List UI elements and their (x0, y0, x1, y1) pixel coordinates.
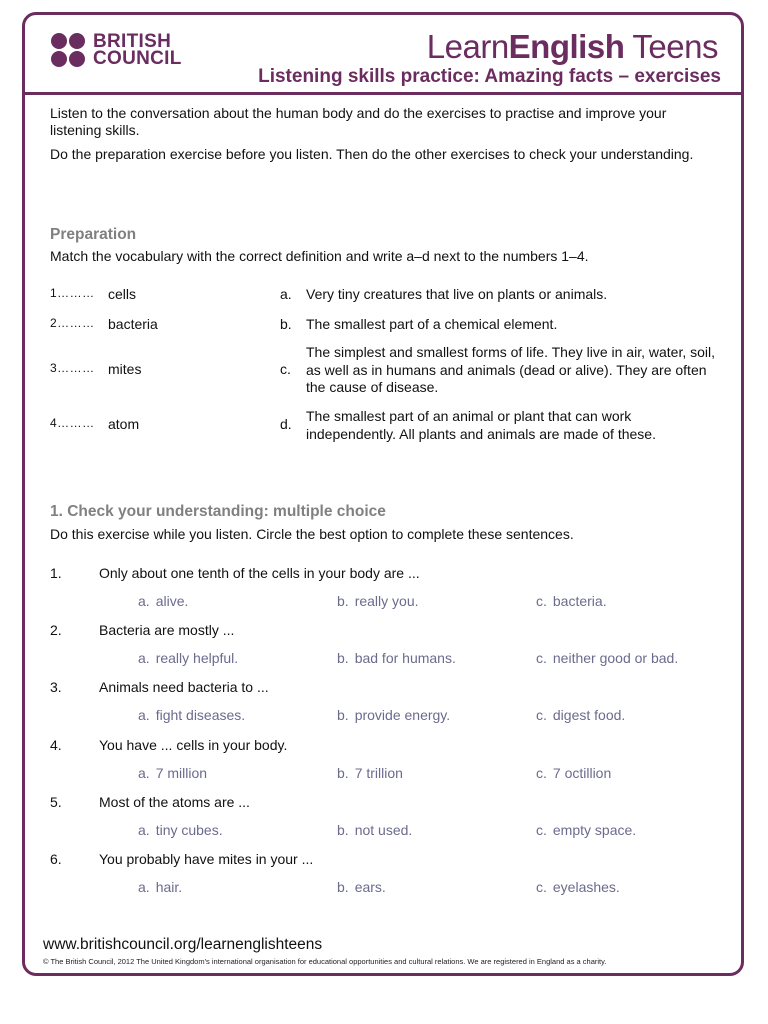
definition-text: Very tiny creatures that live on plants or animals. (306, 286, 608, 302)
vocab-word: bacteria (108, 316, 158, 332)
footer-url[interactable]: www.britishcouncil.org/learnenglishteens (43, 936, 323, 953)
vocab-number[interactable]: 3……… (50, 361, 95, 375)
vocab-word: cells (108, 286, 137, 302)
question-text: You have ... cells in your body. (99, 737, 288, 753)
intro-paragraph-2: Do the preparation exercise before you listen. Then do the other exercises to check your understanding. (50, 146, 694, 162)
option-b[interactable]: b. provide energy. (337, 707, 451, 723)
header-divider (25, 92, 741, 95)
vocab-number[interactable]: 1……… (50, 286, 95, 300)
option-b[interactable]: b. not used. (337, 822, 413, 838)
exercise-1-instruction: Do this exercise while you listen. Circle the best option to complete these sentences. (50, 526, 574, 542)
vocab-number[interactable]: 2……… (50, 316, 95, 330)
british-council-dots-icon (51, 33, 85, 67)
option-a[interactable]: a. really helpful. (138, 650, 239, 666)
option-a[interactable]: a. 7 million (138, 765, 208, 781)
option-a[interactable]: a. alive. (138, 593, 189, 609)
option-b[interactable]: b. bad for humans. (337, 650, 456, 666)
option-b[interactable]: b. ears. (337, 879, 386, 895)
question-text: Only about one tenth of the cells in your body are ... (99, 565, 420, 581)
footer-copyright: © The British Council, 2012 The United Kingdom's international organisation for educational opportunities and cultural relations. We are registered in England as a charity. (43, 957, 607, 966)
option-b[interactable]: b. 7 trillion (337, 765, 403, 781)
question-text: You probably have mites in your ... (99, 851, 314, 867)
option-c[interactable]: c. 7 octillion (536, 765, 612, 781)
intro (50, 105, 720, 170)
page-title: Listening skills practice: Amazing facts – exercises (258, 66, 721, 87)
question-number: 2. (50, 622, 62, 638)
definition-letter: d. (280, 416, 292, 432)
logo-line-1: BRITISH (93, 31, 172, 52)
definition-letter: b. (280, 316, 292, 332)
preparation-instruction: Match the vocabulary with the correct definition and write a–d next to the numbers 1–4. (50, 248, 589, 264)
option-c[interactable]: c. empty space. (536, 822, 637, 838)
question-text: Animals need bacteria to ... (99, 679, 269, 695)
exercise-1-heading: 1. Check your understanding: multiple choice (50, 503, 386, 520)
question-number: 5. (50, 794, 62, 810)
question-number: 3. (50, 679, 62, 695)
question-number: 6. (50, 851, 62, 867)
option-c[interactable]: c. eyelashes. (536, 879, 620, 895)
vocab-word: atom (108, 416, 140, 432)
preparation-heading: Preparation (50, 226, 137, 243)
option-b[interactable]: b. really you. (337, 593, 419, 609)
question-text: Bacteria are mostly ... (99, 622, 235, 638)
logo-line-2: COUNCIL (93, 48, 182, 69)
british-council-logo (51, 33, 182, 67)
vocab-number[interactable]: 4……… (50, 416, 95, 430)
option-c[interactable]: c. bacteria. (536, 593, 607, 609)
definition-text: The simplest and smallest forms of life. They live in air, water, soil, as well as in humans and animals (dead or alive). They are often the cause of disease. (306, 344, 716, 395)
question-number: 1. (50, 565, 62, 581)
option-a[interactable]: a. tiny cubes. (138, 822, 223, 838)
question-number: 4. (50, 737, 62, 753)
option-a[interactable]: a. hair. (138, 879, 183, 895)
definition-letter: c. (280, 361, 291, 377)
learnenglish-teens-logo: LearnEnglish Teens (426, 28, 718, 65)
definition-text: The smallest part of a chemical element. (306, 316, 558, 332)
definition-letter: a. (280, 286, 292, 302)
option-c[interactable]: c. neither good or bad. (536, 650, 679, 666)
option-c[interactable]: c. digest food. (536, 707, 626, 723)
vocab-word: mites (108, 361, 142, 377)
option-a[interactable]: a. fight diseases. (138, 707, 246, 723)
intro-paragraph-1: Listen to the conversation about the human body and do the exercises to practise and improve your listening skills. (50, 105, 667, 138)
definition-text: The smallest part of an animal or plant that can work independently. All plants and animals are made of these. (306, 408, 656, 442)
question-text: Most of the atoms are ... (99, 794, 250, 810)
